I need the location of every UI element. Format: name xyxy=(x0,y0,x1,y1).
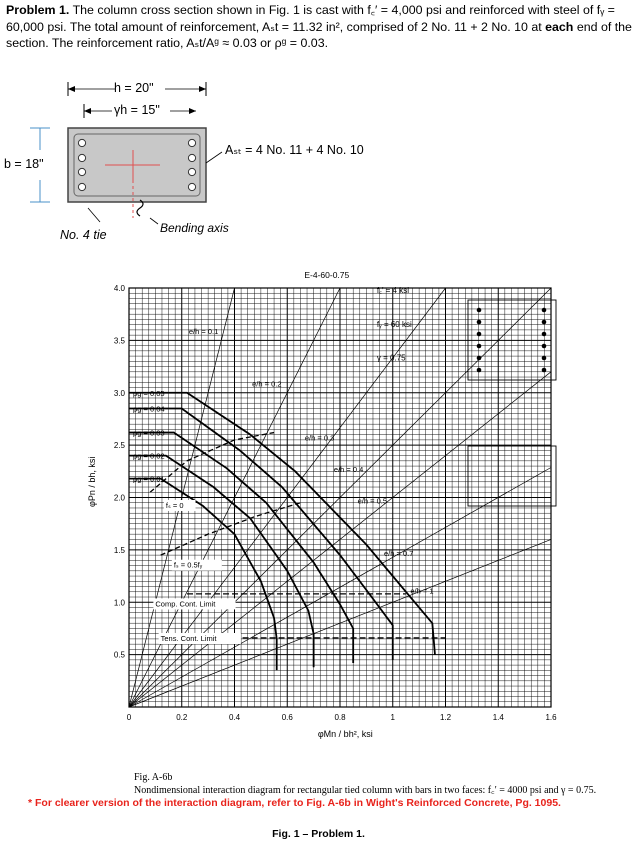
series-label: ρg = 0.01 xyxy=(133,474,165,484)
x-tick-label: 0.2 xyxy=(176,713,188,722)
x-tick-label: 0.6 xyxy=(281,713,293,722)
problem-sentence-1: The column cross section shown in Fig. 1 is cast with f꜀′ = 4,000 psi and reinforced with steel of fᵧ = 60,000 psi. xyxy=(6,3,615,34)
problem-sentence-2: The total amount of reinforcement, Aₛt = 11.32 in², comprised of 2 No. 11 + 2 No. 10 at xyxy=(69,19,542,34)
x-tick-label: 0 xyxy=(126,713,132,722)
inset-bar xyxy=(477,356,482,361)
series-label: ρg = 0.02 xyxy=(133,451,165,461)
eccentricity-label: e/h = 0.1 xyxy=(188,326,219,336)
y-axis-label: φPn / bh, ksi xyxy=(87,456,97,507)
y-tick-label: 0.5 xyxy=(113,650,125,660)
x-tick-label: 1.4 xyxy=(492,713,504,722)
inset-bar xyxy=(542,332,547,337)
inset-bar xyxy=(477,308,482,313)
y-tick-label: 3.5 xyxy=(113,336,125,346)
inset-bar xyxy=(542,344,547,349)
eccentricity-label: e/h = 0.7 xyxy=(384,548,414,558)
note-text: * For clearer version of the interaction diagram, refer to Fig. A-6b in Wight's Reinforced Concrete, Pg. 1095. xyxy=(28,797,561,809)
eccentricity-label: e/h = 0.4 xyxy=(333,465,364,475)
tens-limit-label: Tens. Cont. Limit xyxy=(160,634,217,644)
inset-bar xyxy=(542,320,547,325)
y-tick-label: 2.5 xyxy=(113,441,125,451)
b-label: b = 18" xyxy=(4,157,44,171)
series-label: ρg = 0.03 xyxy=(133,428,165,438)
problem-each: each xyxy=(545,19,574,34)
x-tick-label: 0.8 xyxy=(334,713,346,722)
inset-bar xyxy=(542,356,547,361)
caption-line-2: Nondimensional interaction diagram for rectangular tied column with bars in two faces: f꜀′ = 4000 psi and γ = 0.75. xyxy=(134,785,597,796)
inset-bar xyxy=(542,368,547,373)
y-tick-label: 3.0 xyxy=(113,388,125,398)
eccentricity-label: e/h = 0.2 xyxy=(252,379,282,389)
param-label: γ = 0.75 xyxy=(376,353,406,363)
series-label: ρg = 0.04 xyxy=(133,404,165,414)
problem-sentence-3: end of the section. The reinforcement ratio, Aₛt/Aᵍ ≈ 0.03 or ρᵍ = 0.03. xyxy=(6,19,632,50)
bending-axis-label: Bending axis xyxy=(160,221,229,235)
gamma-h-label: γh = 15" xyxy=(114,103,160,117)
inset-bar xyxy=(477,320,482,325)
problem-label: Problem 1. xyxy=(6,3,70,17)
y-tick-label: 4.0 xyxy=(113,284,125,293)
y-tick-label: 2.0 xyxy=(113,493,125,503)
figure-title: Fig. 1 – Problem 1. xyxy=(272,828,365,840)
inset-bar xyxy=(477,332,482,337)
x-tick-label: 0.4 xyxy=(228,713,241,722)
eccentricity-label: e/h = 1 xyxy=(410,586,434,596)
x-tick-label: 1 xyxy=(390,713,395,722)
ast-label: Aₛₜ = 4 No. 11 + 4 No. 10 xyxy=(225,143,364,157)
eccentricity-label: e/h = 0.5 xyxy=(357,496,388,506)
y-tick-label: 1.0 xyxy=(113,598,125,608)
inset-bar xyxy=(542,308,547,313)
comp-limit-label: Comp. Cont. Limit xyxy=(155,599,216,609)
eccentricity-label: e/h = 0.3 xyxy=(304,433,335,443)
tie-label: No. 4 tie xyxy=(60,228,107,242)
series-label: ρg = 0.05 xyxy=(133,388,165,398)
chart-title: E-4-60-0.75 xyxy=(304,270,350,280)
inset-bar xyxy=(477,368,482,373)
x-tick-label: 1.2 xyxy=(439,713,452,722)
fs0-label: fₛ = 0 xyxy=(165,500,184,510)
x-tick-label: 1.6 xyxy=(545,713,557,722)
x-axis-label: φMn / bh², ksi xyxy=(317,729,373,739)
h-label: h = 20" xyxy=(114,81,154,95)
y-tick-label: 1.5 xyxy=(113,545,125,555)
param-label: fᵧ = 60 ksi xyxy=(376,319,412,329)
caption-line-1: Fig. A-6b xyxy=(134,772,173,783)
fs05-label: fₛ = 0.5fᵧ xyxy=(173,560,203,570)
param-label: f꜀′ = 4 ksi xyxy=(376,286,409,296)
inset-bar xyxy=(477,344,482,349)
